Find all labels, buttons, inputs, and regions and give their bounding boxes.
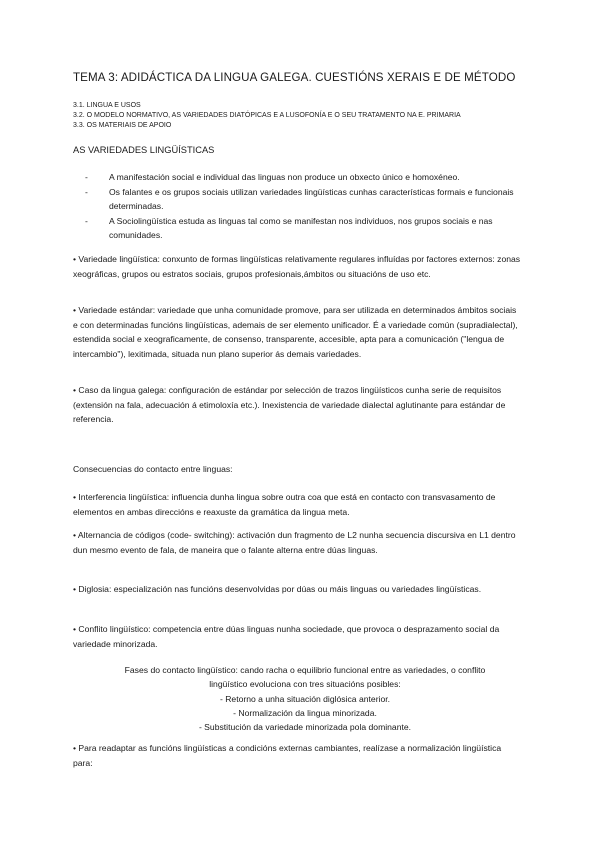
document-title: TEMA 3: ADIDÁCTICA DA LINGUA GALEGA. CUESTIÓNS XERAIS E DE MÉTODO — [73, 71, 516, 84]
paragraph-readaptar: • Para readaptar as funcións lingüísticas a condicións externas cambiantes, realízase a normalización lingüística para: — [73, 743, 502, 768]
list-dash: - — [85, 172, 88, 182]
fases-line: lingüístico evoluciona con tres situacións posibles: — [209, 679, 401, 690]
fases-line: - Normalización da lingua minorizada. — [233, 707, 377, 718]
section-heading: AS VARIEDADES LINGÜÍSTICAS — [73, 145, 215, 155]
paragraph-diglosia: • Diglosia: especialización nas funcións desenvolvidas por dúas ou máis linguas ou variedades lingüísticas. — [73, 584, 482, 594]
list-item — [85, 214, 530, 243]
list-item-text: A manifestación social e individual das linguas non produce un obxecto único e homoxéneo. — [109, 172, 460, 182]
toc-item: 3.2. O MODELO NORMATIVO, AS VARIEDADES DIATÓPICAS E A LUSOFONÍA E O SEU TRATAMENTO NA E. PRIMARIA — [73, 112, 461, 119]
paragraph-interferencia: • Interferencia lingüística: influencia dunha lingua sobre outra coa que está en contacto con transvasamento de elementos en ambas direccións e reaxuste da gramática da lingua meta. — [73, 492, 496, 517]
list-item-text: Os falantes e os grupos sociais utilizan variedades lingüísticas cunhas características formais e funcionais determinadas. — [109, 186, 514, 211]
dash-list — [85, 170, 530, 243]
fases-line: - Substitución da variedade minorizada pola dominante. — [198, 722, 412, 733]
toc-item: 3.3. OS MATERIAIS DE APOIO — [73, 122, 172, 129]
paragraph-alternancia: • Alternancia de códigos (code- switching): activación dun fragmento de L2 nunha secuencia discursiva en L1 dentro dun mesmo evento de fala, de maneira que o falante alterna entre dúas linguas. — [73, 530, 516, 555]
paragraph-variedade-linguistica: • Variedade lingüística: conxunto de formas lingüísticas relativamente regulares influídas por factores externos: zonas xeográficas, grupos ou estratos sociais, grupos profesionais,ámbitos ou situacións de uso etc. — [73, 254, 521, 279]
paragraph-conflito: • Conflito lingüístico: competencia entre dúas linguas nunha sociedade, que provoca o desprazamento social da variedade minorizada. — [73, 624, 500, 649]
list-item — [85, 170, 530, 185]
list-item — [85, 185, 530, 214]
list-item-text: A Sociolingüística estuda as linguas tal como se manifestan nos individuos, nos grupos sociais e nas comunidades. — [109, 215, 493, 240]
list-dash: - — [85, 186, 88, 197]
paragraph-caso-lingua-galega: • Caso da lingua galega: configuración de estándar por selección de trazos lingüísticos cunha serie de requisitos (extensión na fala, adecuación á etimoloxía etc.). Inexistencia de variedade dialectal aglutinante para estándar de referencia. — [73, 385, 506, 425]
list-dash: - — [85, 215, 88, 226]
toc-item: 3.1. LINGUA E USOS — [73, 102, 141, 109]
paragraph-variedade-estandar: • Variedade estándar: variedade que unha comunidade promove, para ser utilizada en determinados ámbitos sociais e con determinadas funcións lingüísticas, ademais de ser elemento unificador. É a variedade común (supradialectal), estendida social e xeograficamente, de consenso, transparente, accesible, apta para a comunicación ("lengua de intercambio"), lexitimada, situada nun plano superior ás demais variedades. — [73, 305, 518, 359]
table-of-contents — [73, 101, 461, 131]
fases-line: - Retorno a unha situación diglósica anterior. — [219, 693, 391, 704]
paragraph-consecuencias-heading: Consecuencias do contacto entre linguas: — [73, 464, 233, 474]
fases-line: Fases do contacto lingüístico: cando racha o equilibrio funcional entre as variedades, o conflito — [124, 665, 486, 675]
fases-block — [90, 663, 520, 734]
